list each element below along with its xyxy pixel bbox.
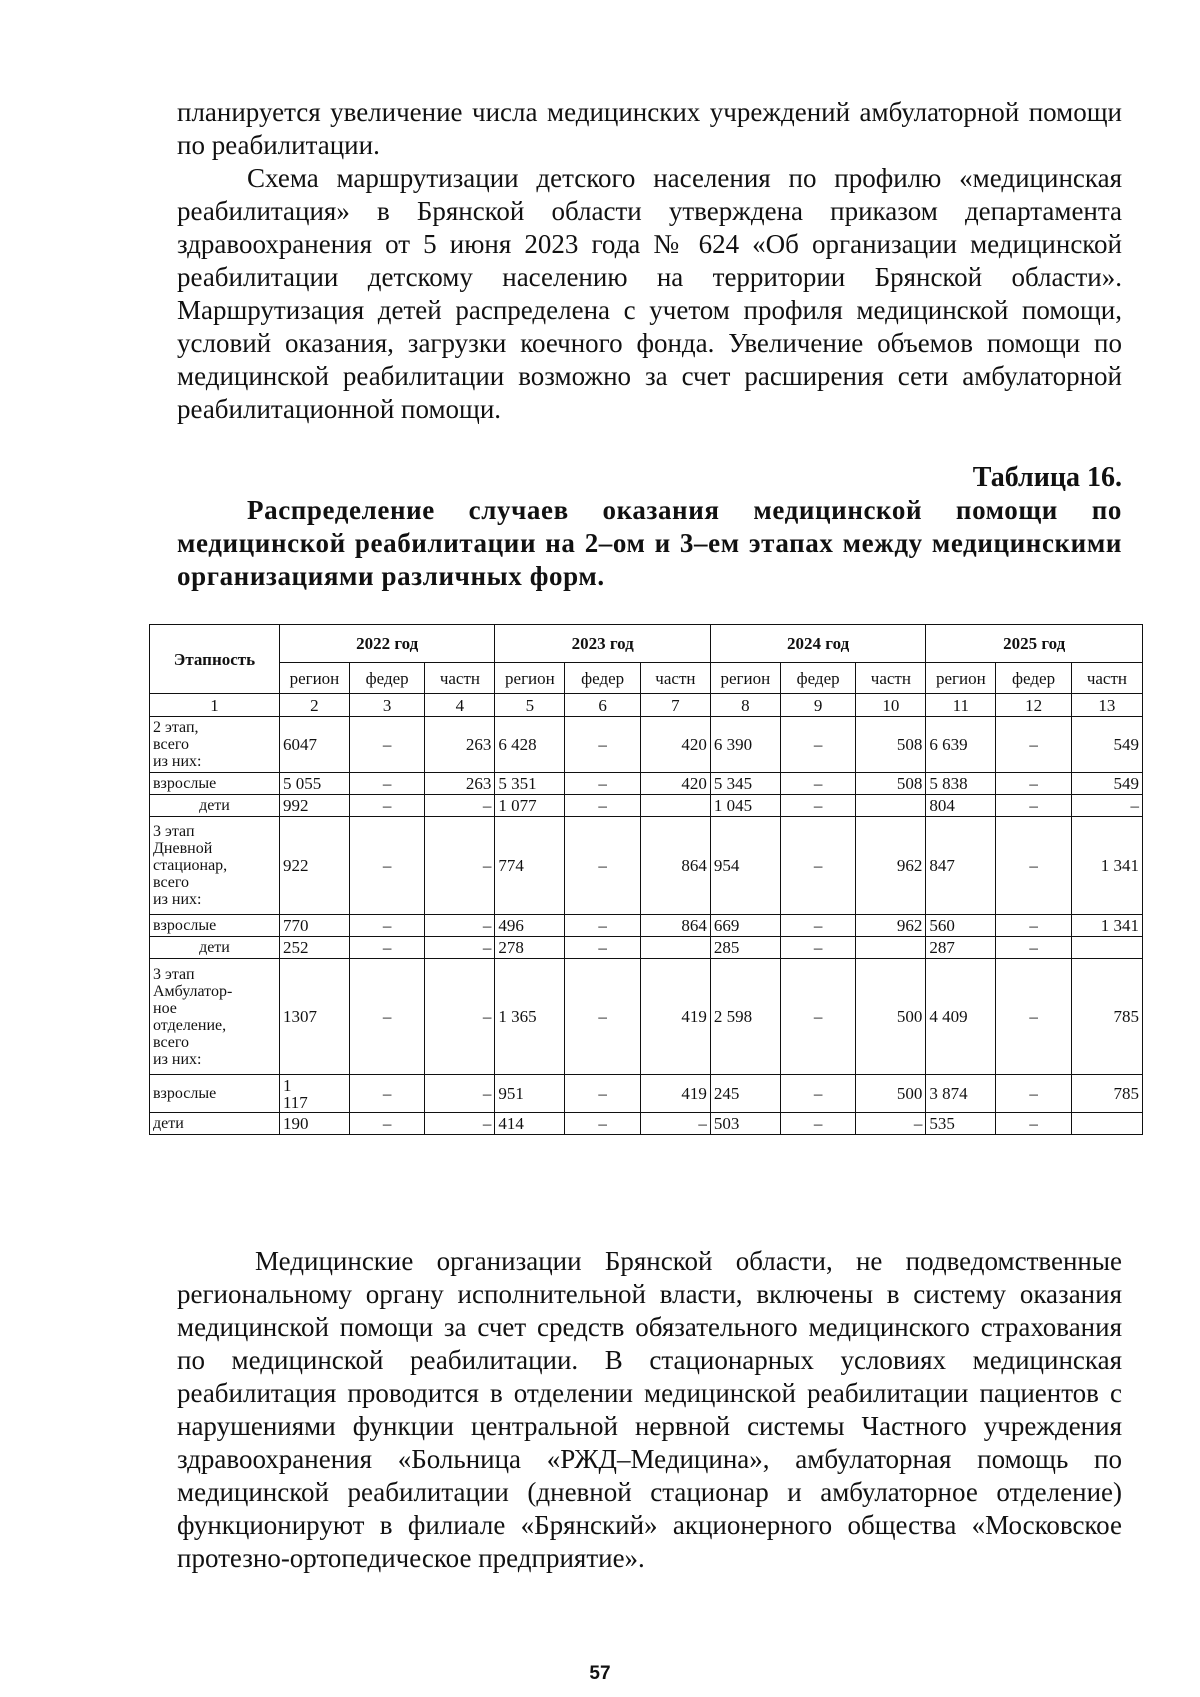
table-cell: 496 (495, 915, 565, 937)
table-cell: – (996, 959, 1072, 1075)
table-cell: – (780, 915, 856, 937)
table-row (150, 959, 1143, 1075)
table-cell: – (1071, 795, 1142, 817)
table-body (150, 717, 1143, 1135)
table-cell: – (565, 1113, 641, 1135)
subheader-cell: федер (565, 663, 641, 694)
table-cell: – (565, 773, 641, 795)
table-cell: 420 (640, 773, 710, 795)
table-cell (640, 937, 710, 959)
table-row (150, 937, 1143, 959)
table-cell: 245 (710, 1075, 780, 1113)
table-cell: – (425, 1075, 495, 1113)
table-cell: – (780, 1113, 856, 1135)
table-cell (1071, 937, 1142, 959)
table-cell: 535 (926, 1113, 996, 1135)
subheader-cell: федер (349, 663, 425, 694)
table-cell: 1 077 (495, 795, 565, 817)
table-cell: – (996, 1075, 1072, 1113)
table-cell: 419 (640, 959, 710, 1075)
table-cell: 4 409 (926, 959, 996, 1075)
table-cell (856, 795, 926, 817)
table-cell: – (565, 817, 641, 915)
table-cell: 414 (495, 1113, 565, 1135)
table-cell: 774 (495, 817, 565, 915)
table-cell: – (996, 1113, 1072, 1135)
table-cell: – (425, 959, 495, 1075)
subheader-cell: федер (996, 663, 1072, 694)
table-cell: 252 (279, 937, 349, 959)
subheader-cell: федер (780, 663, 856, 694)
table-cell: – (640, 1113, 710, 1135)
column-number-cell: 3 (349, 694, 425, 717)
column-number-cell: 11 (926, 694, 996, 717)
table-cell: 285 (710, 937, 780, 959)
table-cell: – (780, 773, 856, 795)
table-cell: – (996, 773, 1072, 795)
table-cell: 190 (279, 1113, 349, 1135)
table-cell: – (565, 717, 641, 773)
table-cell: 6047 (279, 717, 349, 773)
table-cell: 263 (425, 773, 495, 795)
table-cell: – (349, 959, 425, 1075)
table-cell: – (996, 817, 1072, 915)
table-cell: – (349, 795, 425, 817)
year-header: 2025 год (926, 625, 1143, 663)
table-cell: – (565, 795, 641, 817)
table-cell: 669 (710, 915, 780, 937)
table-cell: 962 (856, 817, 926, 915)
year-header: 2023 год (495, 625, 710, 663)
paragraph-routing: Схема маршрутизации детского населения по профилю «медицинская реабилитация» в Брянской области утверждена приказом департамента здравоохранения от 5 июня 2023 года № 624 «Об организации медицинской реабилитации детскому населению на территории Брянской области». Маршрутизация детей распределена с учетом профиля медицинской помощи, условий оказания, загрузки коечного фонда. Увеличение объемов помощи по медицинской реабилитации возможно за счет расширения сети амбулаторной реабилитационной помощи. (177, 163, 1122, 424)
table-cell: 770 (279, 915, 349, 937)
table-cell: 503 (710, 1113, 780, 1135)
row-label: дети (150, 795, 280, 817)
subheader-cell: регион (926, 663, 996, 694)
table-cell: – (565, 915, 641, 937)
table-cell: 847 (926, 817, 996, 915)
table-label: Таблица 16. (972, 462, 1122, 493)
row-label: 2 этап, всего из них: (150, 717, 280, 773)
stage-header: Этапность (150, 625, 280, 694)
paragraph-organizations: Медицинские организации Брянской области, не подведомственные региональному органу исполнительной власти, включены в систему оказания медицинской помощи за счет средств обязательного медицинского страхования по медицинской реабилитации. В стационарных условиях медицинская реабилитация проводится в отделении медицинской реабилитации пациентов с нарушениями функции центральной нервной системы Частного учреждения здравоохранения «Больница «РЖД–Медицина», амбулаторная помощь по медицинской реабилитации (дневной стационар и амбулаторное отделение) функционируют в филиале «Брянский» акционерного общества «Московское протезно-ортопедическое предприятие». (177, 1246, 1122, 1573)
table-cell: – (425, 937, 495, 959)
table-cell: – (780, 1075, 856, 1113)
table-cell: – (780, 937, 856, 959)
table-cell: 560 (926, 915, 996, 937)
column-number-cell: 1 (150, 694, 280, 717)
paragraph-intro: планируется увеличение числа медицинских учреждений амбулаторной помощи по реабилитации. (177, 97, 1122, 160)
table-row (150, 915, 1143, 937)
column-number-row (150, 694, 1143, 717)
table-cell: 5 838 (926, 773, 996, 795)
table-cell (856, 937, 926, 959)
table-cell: – (425, 795, 495, 817)
table-cell: – (425, 817, 495, 915)
table-cell: 5 055 (279, 773, 349, 795)
table-cell: 500 (856, 959, 926, 1075)
table-cell: 1 341 (1071, 817, 1142, 915)
table-cell: – (565, 959, 641, 1075)
table-cell: 5 351 (495, 773, 565, 795)
table-cell: – (425, 1113, 495, 1135)
table-cell: 508 (856, 717, 926, 773)
table-cell: 549 (1071, 717, 1142, 773)
page-number: 57 (589, 1663, 611, 1684)
table-title: Распределение случаев оказания медицинской помощи по медицинской реабилитации на 2–ом и 3–ем этапах между медицинскими организациями различных форм. (177, 495, 1122, 591)
table-cell: – (780, 817, 856, 915)
table-cell: 420 (640, 717, 710, 773)
table-cell: 263 (425, 717, 495, 773)
table-cell: – (780, 717, 856, 773)
table-cell: – (349, 773, 425, 795)
table-cell: – (856, 1113, 926, 1135)
table-cell: 864 (640, 915, 710, 937)
subheader-row (150, 663, 1143, 694)
column-number-cell: 10 (856, 694, 926, 717)
row-label: 3 этап Дневной стационар, всего из них: (150, 817, 280, 915)
column-number-cell: 4 (425, 694, 495, 717)
table-cell: 6 390 (710, 717, 780, 773)
table-cell: 1 341 (1071, 915, 1142, 937)
table-cell: – (349, 915, 425, 937)
table-cell: 549 (1071, 773, 1142, 795)
table-cell: 1 365 (495, 959, 565, 1075)
table-cell: 1 117 (279, 1075, 349, 1113)
table-cell: – (565, 1075, 641, 1113)
table-cell: – (996, 915, 1072, 937)
column-number-cell: 9 (780, 694, 856, 717)
table-cell: – (780, 959, 856, 1075)
column-number-cell: 13 (1071, 694, 1142, 717)
rehab-distribution-table (149, 624, 1143, 1135)
table-cell: – (349, 717, 425, 773)
table-cell: – (565, 937, 641, 959)
table-cell: 962 (856, 915, 926, 937)
row-label: взрослые (150, 1075, 280, 1113)
table-cell: – (349, 1075, 425, 1113)
table-cell: 864 (640, 817, 710, 915)
table-cell: 992 (279, 795, 349, 817)
subheader-cell: регион (279, 663, 349, 694)
table-cell: 922 (279, 817, 349, 915)
table-cell: – (349, 1113, 425, 1135)
table-cell: 3 874 (926, 1075, 996, 1113)
row-label: дети (150, 937, 280, 959)
table-cell: 1 045 (710, 795, 780, 817)
table-row (150, 795, 1143, 817)
table-cell: – (996, 717, 1072, 773)
column-number-cell: 8 (710, 694, 780, 717)
table-cell (1071, 1113, 1142, 1135)
table-row (150, 1075, 1143, 1113)
table-cell: 5 345 (710, 773, 780, 795)
row-label: дети (150, 1113, 280, 1135)
subheader-cell: частн (640, 663, 710, 694)
subheader-cell: частн (856, 663, 926, 694)
column-number-cell: 12 (996, 694, 1072, 717)
column-number-cell: 5 (495, 694, 565, 717)
table-cell: 785 (1071, 959, 1142, 1075)
subheader-cell: частн (1071, 663, 1142, 694)
table-row (150, 1113, 1143, 1135)
table-cell: 6 639 (926, 717, 996, 773)
table-cell: – (996, 795, 1072, 817)
subheader-cell: регион (495, 663, 565, 694)
table-cell: 1307 (279, 959, 349, 1075)
row-label: 3 этап Амбулатор- ное отделение, всего из них: (150, 959, 280, 1075)
table-cell: 951 (495, 1075, 565, 1113)
table-row (150, 717, 1143, 773)
table-cell: 785 (1071, 1075, 1142, 1113)
table-cell: 500 (856, 1075, 926, 1113)
table-cell: – (996, 937, 1072, 959)
table-cell: 6 428 (495, 717, 565, 773)
table-cell: 508 (856, 773, 926, 795)
row-label: взрослые (150, 915, 280, 937)
table-cell: 287 (926, 937, 996, 959)
column-number-cell: 2 (279, 694, 349, 717)
table-cell: – (425, 915, 495, 937)
subheader-cell: регион (710, 663, 780, 694)
year-header: 2024 год (710, 625, 925, 663)
row-label: взрослые (150, 773, 280, 795)
table-cell: – (349, 937, 425, 959)
table-cell: 278 (495, 937, 565, 959)
table-cell: – (349, 817, 425, 915)
table-row (150, 817, 1143, 915)
table-cell (640, 795, 710, 817)
table-cell: 2 598 (710, 959, 780, 1075)
table-cell: 804 (926, 795, 996, 817)
year-header: 2022 год (279, 625, 494, 663)
table-cell: 954 (710, 817, 780, 915)
column-number-cell: 6 (565, 694, 641, 717)
table-row (150, 773, 1143, 795)
table-cell: – (780, 795, 856, 817)
subheader-cell: частн (425, 663, 495, 694)
table-cell: 419 (640, 1075, 710, 1113)
column-number-cell: 7 (640, 694, 710, 717)
